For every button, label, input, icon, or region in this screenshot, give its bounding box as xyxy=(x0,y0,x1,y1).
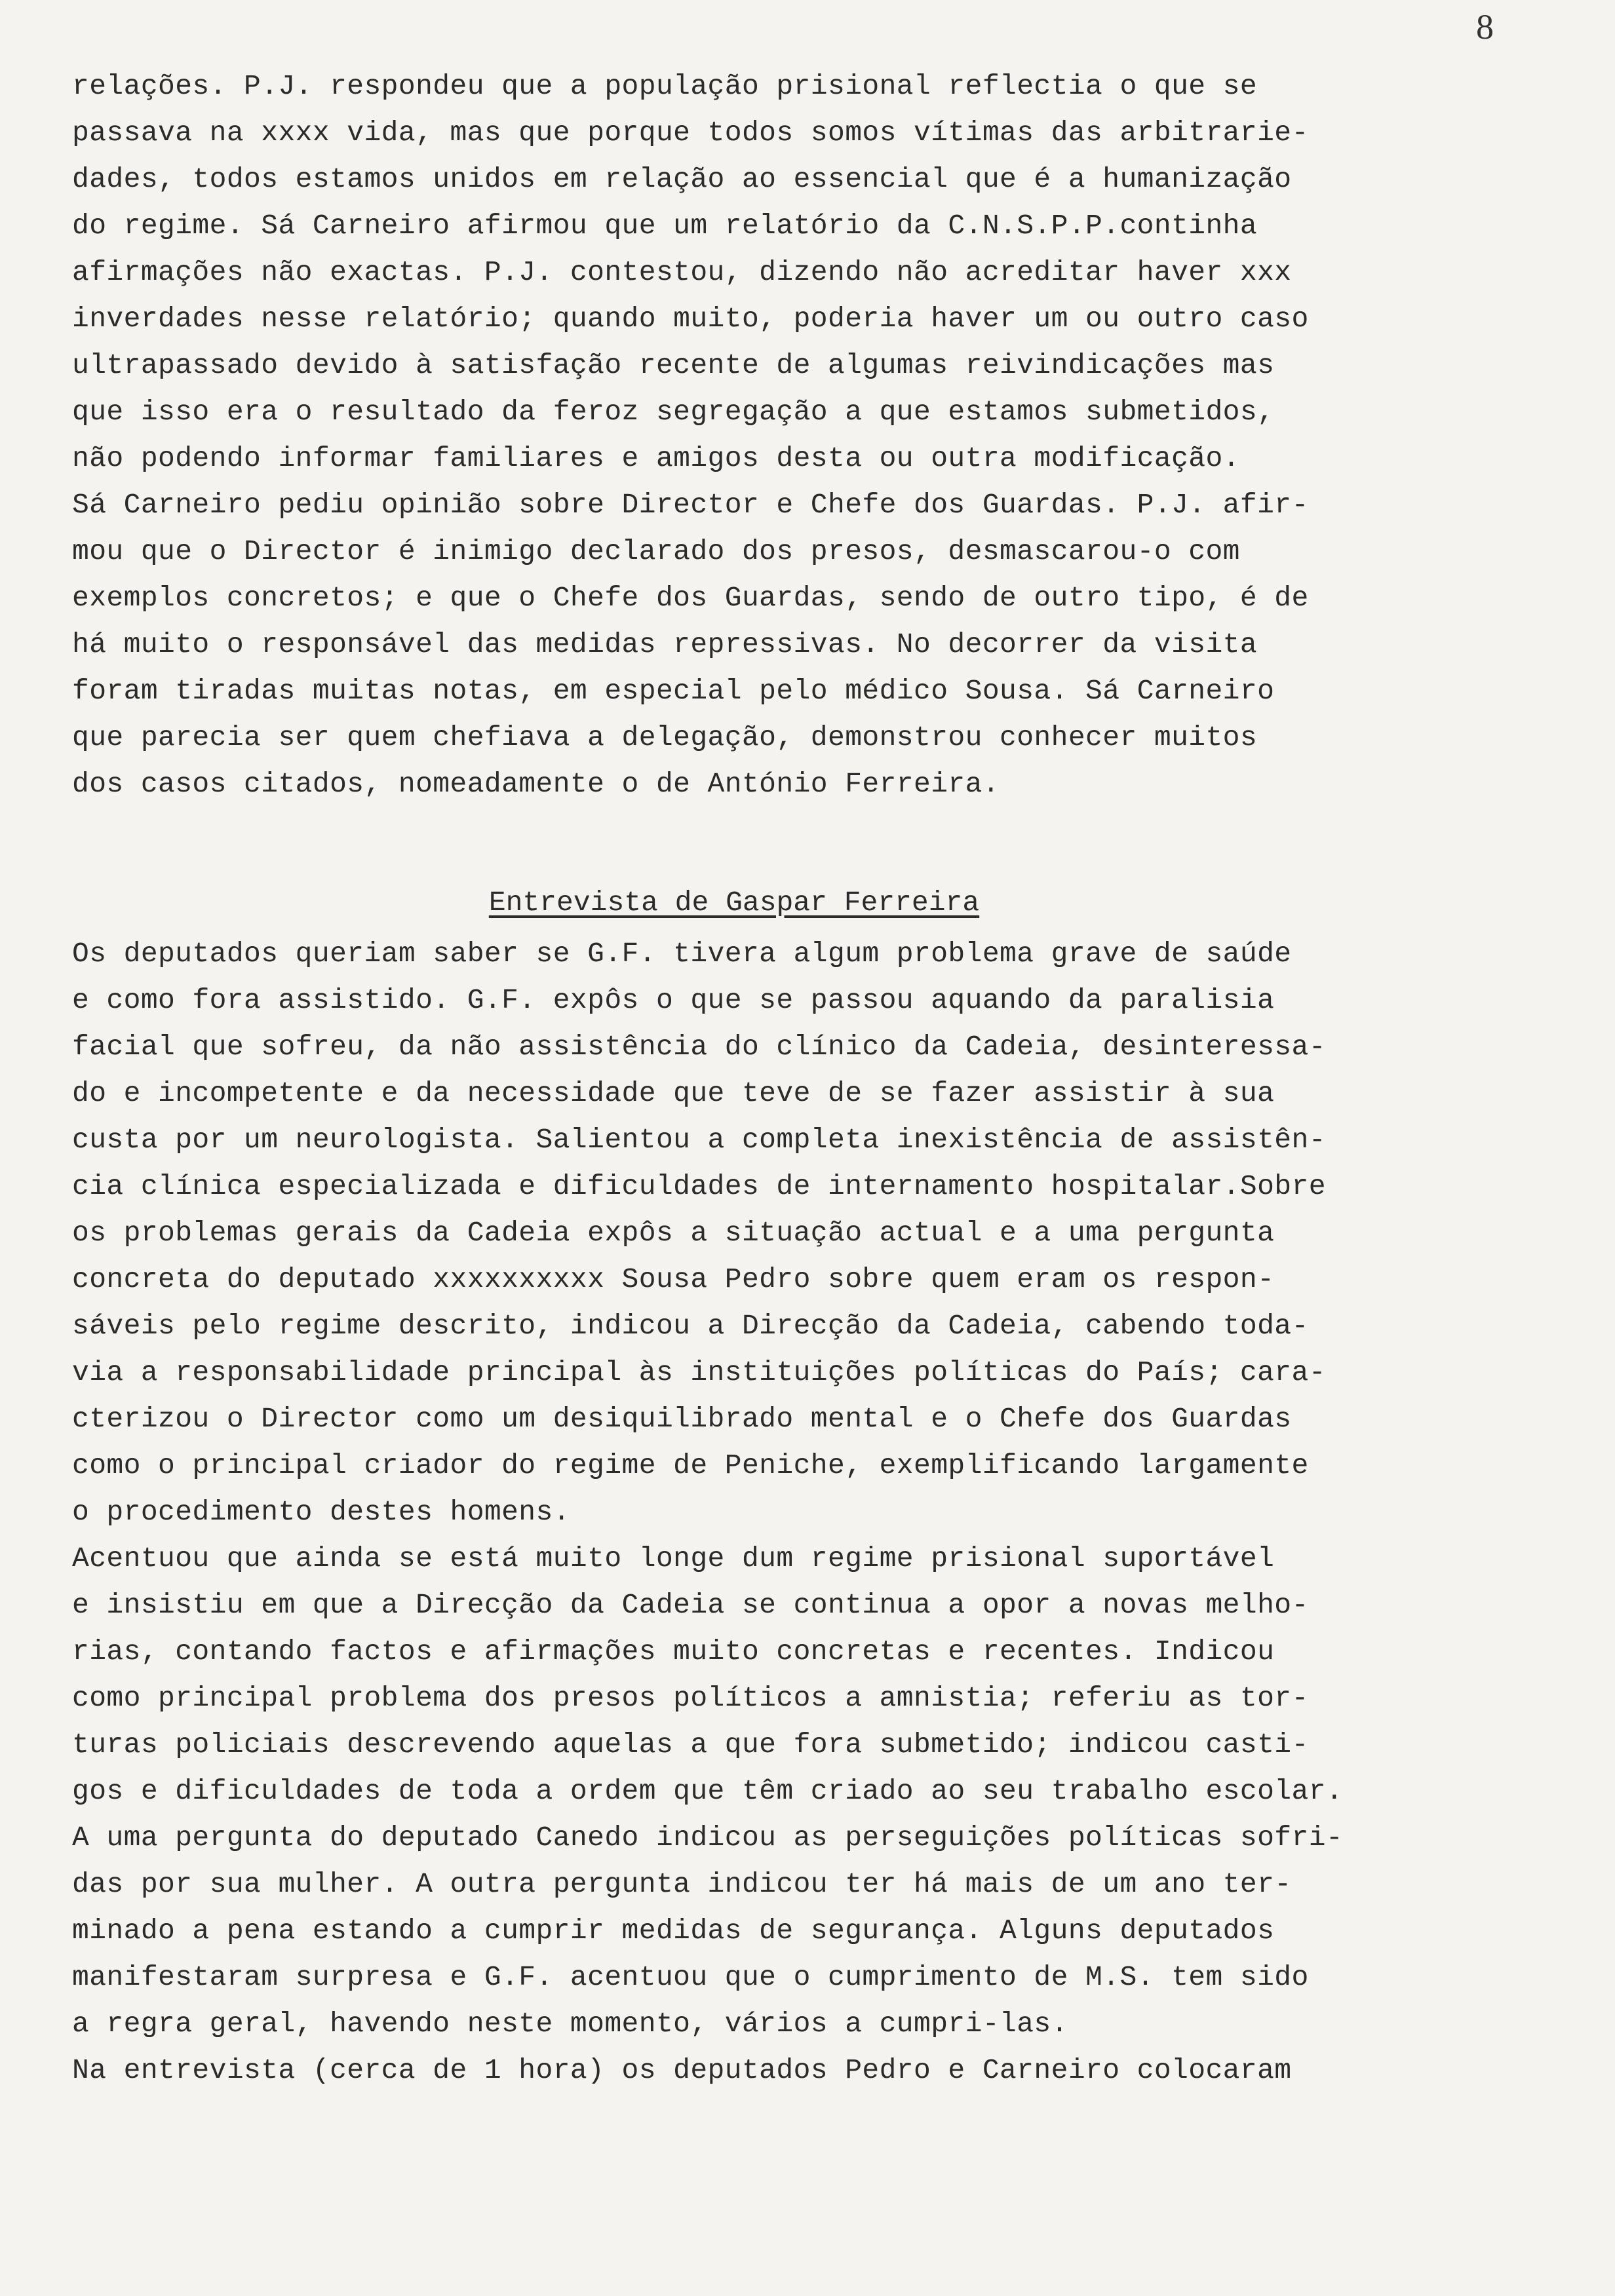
text-line: manifestaram surpresa e G.F. acentuou que o cumprimento de M.S. tem sido xyxy=(72,1961,1309,1993)
text-line: há muito o responsável das medidas repressivas. No decorrer da visita xyxy=(72,628,1258,660)
text-line: afirmações não exactas. P.J. contestou, dizendo não acreditar haver xxx xyxy=(72,256,1292,288)
text-line: inverdades nesse relatório; quando muito, poderia haver um ou outro caso xyxy=(72,303,1309,335)
text-line: não podendo informar familiares e amigos desta ou outra modificação. xyxy=(72,442,1240,474)
text-line: concreta do deputado xxxxxxxxxx Sousa Pedro sobre quem eram os respon- xyxy=(72,1263,1275,1295)
text-line: passava na xxxx vida, mas que porque todos somos vítimas das arbitrarie- xyxy=(72,117,1309,149)
text-line: minado a pena estando a cumprir medidas de segurança. Alguns deputados xyxy=(72,1915,1275,1947)
text-line: ultrapassado devido à satisfação recente de algumas reivindicações mas xyxy=(72,349,1275,381)
text-line: relações. P.J. respondeu que a população prisional reflectia o que se xyxy=(72,70,1258,102)
text-line: o procedimento destes homens. xyxy=(72,1496,570,1528)
text-line: os problemas gerais da Cadeia expôs a situação actual e a uma pergunta xyxy=(72,1217,1275,1249)
text-line: do regime. Sá Carneiro afirmou que um relatório da C.N.S.P.P.continha xyxy=(72,210,1258,242)
text-line: Na entrevista (cerca de 1 hora) os deputados Pedro e Carneiro colocaram xyxy=(72,2054,1292,2086)
text-line: Acentuou que ainda se está muito longe dum regime prisional suportável xyxy=(72,1542,1275,1575)
text-line: A uma pergunta do deputado Canedo indicou as perseguições políticas sofri- xyxy=(72,1822,1344,1854)
text-line: cterizou o Director como um desiquilibrado mental e o Chefe dos Guardas xyxy=(72,1403,1292,1435)
text-line: a regra geral, havendo neste momento, vários a cumpri-las. xyxy=(72,2008,1068,2040)
text-line: das por sua mulher. A outra pergunta indicou ter há mais de um ano ter- xyxy=(72,1868,1292,1900)
text-line: mou que o Director é inimigo declarado dos presos, desmascarou-o com xyxy=(72,535,1240,567)
text-line: como principal problema dos presos políticos a amnistia; referiu as tor- xyxy=(72,1682,1309,1714)
text-line: rias, contando factos e afirmações muito concretas e recentes. Indicou xyxy=(72,1636,1275,1668)
paragraph-gaspar-ferreira xyxy=(72,930,1540,2094)
text-line: que isso era o resultado da feroz segregação a que estamos submetidos, xyxy=(72,396,1275,428)
text-line: facial que sofreu, da não assistência do clínico da Cadeia, desinteressa- xyxy=(72,1031,1326,1063)
text-line: Os deputados queriam saber se G.F. tivera algum problema grave de saúde xyxy=(72,938,1292,970)
text-line: que parecia ser quem chefiava a delegação, demonstrou conhecer muitos xyxy=(72,721,1258,754)
text-line: via a responsabilidade principal às instituições políticas do País; cara- xyxy=(72,1356,1326,1388)
text-line: do e incompetente e da necessidade que teve de se fazer assistir à sua xyxy=(72,1077,1275,1109)
section-heading: Entrevista de Gaspar Ferreira xyxy=(488,887,980,919)
text-line: sáveis pelo regime descrito, indicou a Direcção da Cadeia, cabendo toda- xyxy=(72,1310,1309,1342)
text-line: foram tiradas muitas notas, em especial pelo médico Sousa. Sá Carneiro xyxy=(72,675,1275,707)
text-line: dades, todos estamos unidos em relação ao essencial que é a humanização xyxy=(72,163,1292,195)
paragraph-prisoner-pj xyxy=(72,63,1540,807)
text-line: custa por um neurologista. Salientou a completa inexistência de assistên- xyxy=(72,1124,1326,1156)
text-line: exemplos concretos; e que o Chefe dos Guardas, sendo de outro tipo, é de xyxy=(72,582,1309,614)
text-line: como o principal criador do regime de Peniche, exemplificando largamente xyxy=(72,1449,1309,1482)
text-line: turas policiais descrevendo aquelas a que fora submetido; indicou casti- xyxy=(72,1729,1309,1761)
text-line: e insistiu em que a Direcção da Cadeia se continua a opor a novas melho- xyxy=(72,1589,1309,1621)
page-number: 8 xyxy=(1476,7,1494,47)
text-line: dos casos citados, nomeadamente o de António Ferreira. xyxy=(72,768,1000,800)
text-line: gos e dificuldades de toda a ordem que têm criado ao seu trabalho escolar. xyxy=(72,1775,1344,1807)
text-line: e como fora assistido. G.F. expôs o que se passou aquando da paralisia xyxy=(72,984,1275,1016)
text-line: cia clínica especializada e dificuldades de internamento hospitalar.Sobre xyxy=(72,1170,1326,1202)
text-line: Sá Carneiro pediu opinião sobre Director e Chefe dos Guardas. P.J. afir- xyxy=(72,489,1309,521)
